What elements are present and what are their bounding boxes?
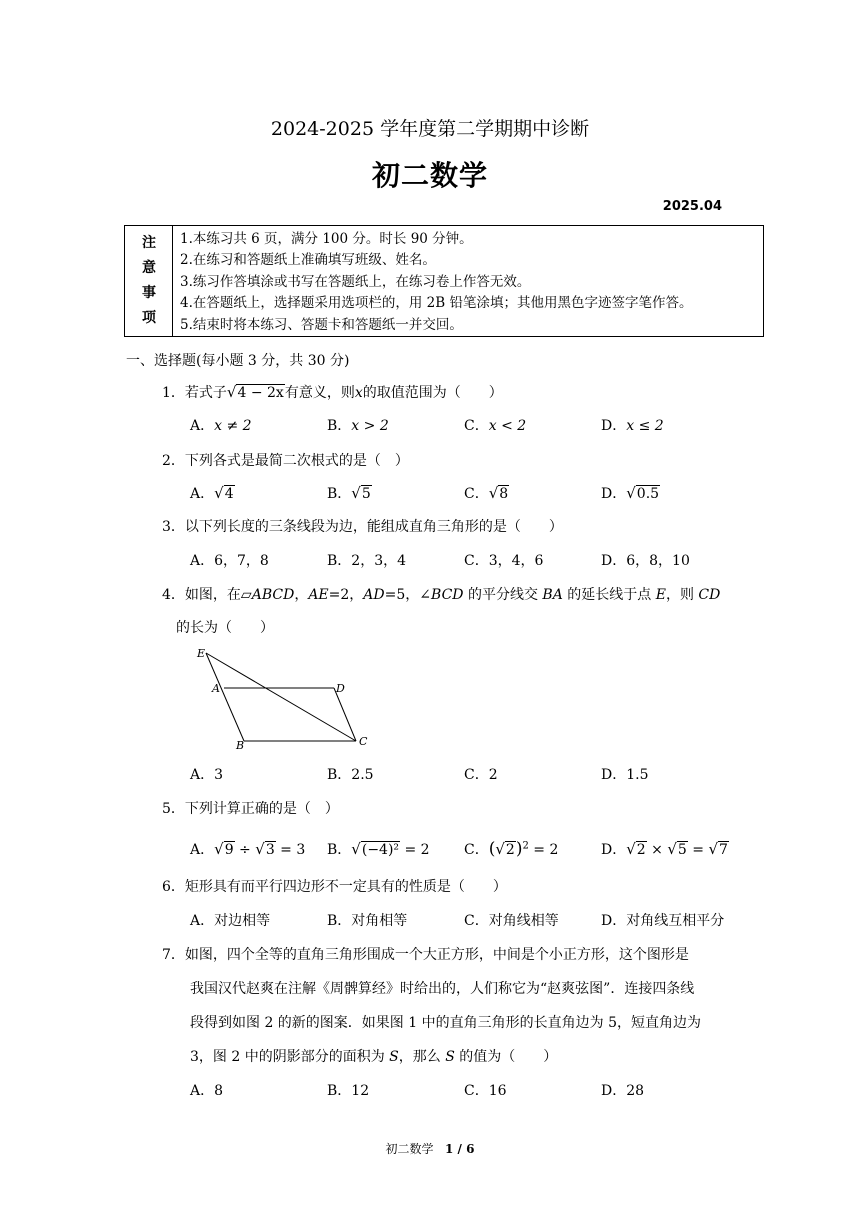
- option-d: D．6，8，10: [601, 553, 690, 569]
- label-b: B: [236, 739, 245, 752]
- option-a: A．8: [190, 1083, 224, 1099]
- option-a: A．对边相等: [190, 913, 271, 929]
- segment-ec: [206, 653, 356, 741]
- option-c: C．对角线相等: [464, 913, 559, 929]
- question-3: [162, 516, 563, 536]
- sqrt-icon: √: [708, 840, 719, 858]
- question-number: 5．: [162, 801, 185, 817]
- option-a: A．√4: [190, 484, 234, 502]
- option-d: D．x ≤ 2: [601, 418, 664, 434]
- option-b: B．2，3，4: [327, 553, 407, 569]
- option-c: C．2: [464, 767, 498, 783]
- notice-head-char: 事: [142, 285, 156, 301]
- segment-dc: [334, 688, 356, 741]
- option-c: C．16: [464, 1083, 507, 1099]
- label-c: C: [359, 735, 368, 748]
- question-2: [162, 450, 409, 470]
- question-text: 以下列长度的三条线段为边，能组成直角三角形的是（ ）: [184, 519, 563, 535]
- option-b: B．12: [327, 1083, 370, 1099]
- notice-box: [124, 225, 764, 337]
- option-d: D．28: [601, 1083, 645, 1099]
- option-d: D．对角线互相平分: [601, 913, 725, 929]
- question-text: 下列计算正确的是（ ）: [184, 801, 339, 817]
- segment-eb: [206, 653, 244, 741]
- question-number: 4．: [162, 587, 185, 603]
- notice-list: [180, 229, 692, 336]
- question-number: 3．: [162, 519, 185, 535]
- option-c: C．x < 2: [464, 418, 527, 434]
- option-d: D．√0.5: [601, 484, 660, 502]
- question-text: 下列各式是最简二次根式的是（ ）: [184, 453, 409, 469]
- question-text: 我国汉代赵爽在注解《周髀算经》时给出的，人们称它为“赵爽弦图”．连接四条线: [190, 981, 695, 997]
- option-d: D．√2 × √5 = √7: [601, 840, 728, 858]
- question-5: [162, 798, 339, 818]
- question-number: 1．: [162, 385, 185, 401]
- option-d: D．1.5: [601, 767, 649, 783]
- notice-head-char: 意: [142, 260, 156, 276]
- page-footer: [0, 1140, 860, 1157]
- variable: x: [354, 385, 363, 401]
- sqrt-icon: √: [626, 484, 636, 502]
- question-text: 有意义，则: [284, 385, 355, 401]
- parallelogram-figure: [192, 645, 382, 755]
- question-text: 的长为（ ）: [176, 620, 274, 636]
- question-text: 矩形具有而平行四边形不一定具有的性质是（ ）: [184, 879, 507, 895]
- option-b: B．√5: [327, 484, 371, 502]
- option-b: B．对角相等: [327, 913, 408, 929]
- sqrt-icon: √: [351, 840, 361, 858]
- sqrt-icon: √: [626, 840, 636, 858]
- question-number: 7．: [162, 947, 185, 963]
- notice-heading: [125, 226, 173, 336]
- option-c: C．3，4，6: [464, 553, 544, 569]
- sqrt-icon: √: [214, 840, 224, 858]
- option-c: C．$(√2)^2 = 2$: [464, 839, 559, 859]
- notice-head-char: 注: [142, 235, 156, 251]
- option-c: C．√8: [464, 484, 509, 502]
- notice-item: 5.结束时将本练习、答题卡和答题纸一并交回。: [180, 316, 463, 333]
- sqrt-icon: √: [214, 484, 224, 502]
- parallelogram-icon: ▱: [240, 587, 252, 603]
- question-number: 2．: [162, 453, 185, 469]
- label-e: E: [197, 647, 206, 660]
- section-title: 一、选择题(每小题 3 分，共 30 分): [126, 353, 350, 369]
- question-6: [162, 876, 507, 896]
- question-number: 6．: [162, 879, 185, 895]
- option-a: A．6，7，8: [190, 553, 269, 569]
- label-d: D: [336, 682, 345, 695]
- question-4: 4．如图，在▱ABCD，AE=2，AD=5，∠BCD 的平分线交 BA 的延长线于点 E，则 CD: [162, 587, 721, 603]
- option-a: A．√9 ÷ √3 = 3: [190, 840, 306, 858]
- question-text: 如图，四个全等的直角三角形围成一个大正方形，中间是个小正方形，这个图形是: [184, 947, 689, 963]
- option-b: B．√(−4)² = 2: [327, 840, 430, 858]
- notice-head-char: 项: [142, 310, 156, 326]
- notice-item: 1.本练习共 6 页，满分 100 分。时长 90 分钟。: [180, 231, 473, 247]
- sqrt-icon: √: [351, 484, 361, 502]
- radicand: 4 − 2x: [237, 385, 284, 401]
- option-b: B．x > 2: [327, 418, 389, 434]
- notice-item: 2.在练习和答题纸上准确填写班级、姓名。: [180, 252, 436, 269]
- sqrt-icon: √: [255, 840, 265, 858]
- sqrt-icon: √: [667, 840, 677, 858]
- notice-item: 4.在答题纸上，选择题采用选项栏的，用 2B 铅笔涂填；其他用黑色字迹签字笔作答。: [180, 295, 693, 312]
- sqrt-icon: √: [495, 840, 505, 858]
- question-text: 3，图 2 中的阴影部分的面积为 S，那么 S 的值为（ ）: [190, 1049, 558, 1065]
- question-7: [162, 944, 689, 964]
- notice-item: 3.练习作答填涂或书写在答题纸上，在练习卷上作答无效。: [180, 273, 531, 290]
- label-a: A: [212, 682, 220, 695]
- question-text: 若式子: [184, 385, 227, 401]
- sqrt-icon: √: [226, 383, 237, 401]
- option-b: B．2.5: [327, 767, 374, 783]
- question-text: 段得到如图 2 的新的图案．如果图 1 中的直角三角形的长直角边为 5，短直角边为: [190, 1015, 701, 1031]
- option-a: A．x ≠ 2: [190, 418, 252, 434]
- sqrt-icon: √: [488, 484, 499, 502]
- option-a: A．3: [190, 767, 224, 783]
- question-1: [162, 382, 503, 402]
- exam-year-title: 2024-2025 学年度第二学期期中诊断: [270, 118, 590, 140]
- page-number: 1 / 6: [445, 1142, 475, 1156]
- footer-subject: 初二数学: [385, 1142, 434, 1156]
- exam-date: 2025.04: [662, 199, 722, 214]
- question-text: 的取值范围为（ ）: [362, 385, 503, 401]
- exam-subject-title: 初二数学: [371, 159, 488, 192]
